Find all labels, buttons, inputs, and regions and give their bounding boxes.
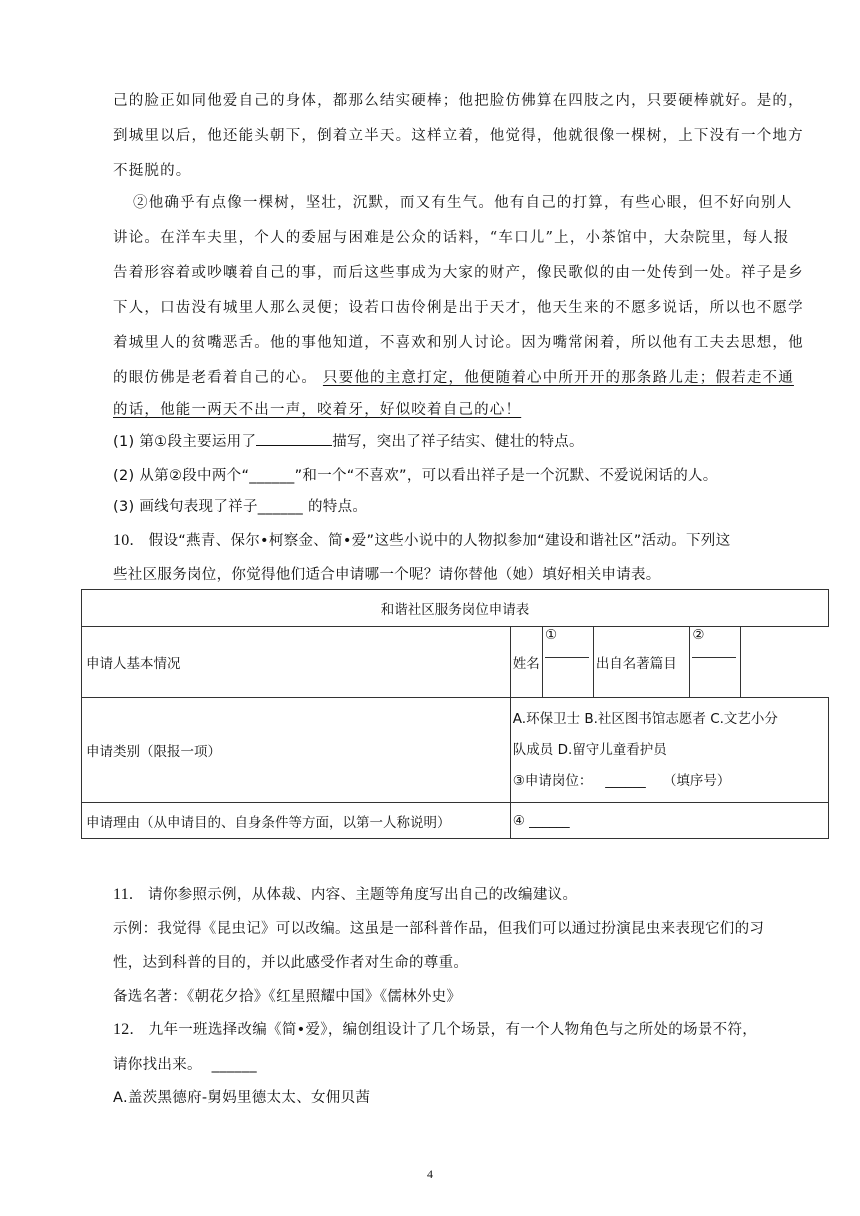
- basic-info-label: 申请人基本情况: [82, 627, 511, 698]
- position-label: ③申请岗位：: [512, 772, 593, 789]
- reason-label: 申请理由（从申请目的、自身条件等方面，以第一人称说明）: [82, 803, 511, 839]
- answer-blank[interactable]: ______: [605, 772, 646, 789]
- question-2: [113, 464, 718, 485]
- answer-blank[interactable]: ______: [211, 1057, 257, 1073]
- passage-line: 到城里以后，他还能头朝下，倒着立半天。这样立着，他觉得，他就很像一棵树，上下没有一个地方: [113, 128, 804, 144]
- example-line: 示例：我觉得《昆虫记》可以改编。这虽是一部科普作品，但我们可以通过扮演昆虫来表现它们的习: [113, 921, 765, 937]
- question-number: 11.: [113, 886, 134, 903]
- underlined-sentence: 的话，他能一两天不出一声，咬着牙，好似咬着自己的心！: [113, 402, 522, 418]
- answer-blank[interactable]: [545, 657, 589, 659]
- answer-blank[interactable]: [256, 430, 332, 446]
- page-number: 4: [427, 1167, 433, 1181]
- question-12: [113, 1018, 757, 1039]
- question-text: (2) 从第②段中两个“: [113, 468, 250, 484]
- reason-answer[interactable]: ④ ______: [510, 803, 828, 839]
- empty-cell: [741, 627, 829, 698]
- source-label: 出自名著篇目: [593, 627, 690, 698]
- answer-blank[interactable]: ______: [249, 468, 295, 484]
- question-text: 九年一班选择改编《简•爱》，编创组设计了几个场景，有一个人物角色与之所处的场景不符，: [148, 1022, 758, 1038]
- category-label: 申请类别（限报一项）: [82, 698, 511, 803]
- option-a: A.盖茨黑德府-舅妈里德太太、女佣贝茜: [113, 1090, 371, 1106]
- position-note: （填序号）: [662, 772, 731, 789]
- category-options: [510, 698, 828, 803]
- circle-2: ②: [692, 627, 705, 643]
- application-form: [81, 589, 829, 839]
- options-text: 队成员 D.留守儿童看护员: [512, 741, 667, 758]
- passage-line: 下人，口齿没有城里人那么灵便；设若口齿伶俐是出于天才，他天生来的不愿多说话，所以也不愿学: [113, 300, 804, 316]
- question-text: (1) 第①段主要运用了: [113, 434, 257, 450]
- passage-line: 告着形容着或吵嚷着自己的事，而后这些事成为大家的财产，像民歌似的由一处传到一处。祥子是乡: [113, 265, 804, 281]
- question-number: 12.: [113, 1021, 134, 1038]
- position-row: [513, 766, 824, 797]
- passage-line: 讲论。在洋车夫里，个人的委屈与困难是公众的话料，“车口儿”上，小茶馆中，大杂院里，每人报: [113, 230, 790, 246]
- example-line: 性，达到科普的目的，并以此感受作者对生命的尊重。: [113, 955, 469, 971]
- question-number: 10.: [113, 532, 134, 549]
- passage-line: 不挺脱的。: [113, 163, 192, 179]
- name-label: 姓名: [510, 627, 542, 698]
- question-text: (3) 画线句表现了祥子: [113, 499, 258, 515]
- question-text: ”和一个“不喜欢”，可以看出祥子是一个沉默、不爱说闲话的人。: [294, 468, 718, 484]
- question-text: 请你找出来。: [113, 1057, 202, 1073]
- question-1: [113, 430, 584, 451]
- question-text: 的特点。: [303, 499, 368, 515]
- question-3: [113, 495, 367, 516]
- answer-blank[interactable]: ______: [257, 499, 304, 515]
- name-answer-cell[interactable]: [542, 627, 593, 698]
- underlined-sentence: 只要他的主意打定，他便随着心中所开开的那条路儿走；假若走不通: [322, 370, 794, 386]
- question-text: 假设“燕青、保尔•柯察金、简•爱”这些小说中的人物拟参加“建设和谐社区”活动。下列这: [148, 533, 731, 549]
- form-title: 和谐社区服务岗位申请表: [82, 590, 829, 627]
- question-10-cont: 些社区服务岗位，你觉得他们适合申请哪一个呢？请你替他（她）填好相关申请表。: [113, 567, 661, 583]
- question-11: [113, 883, 577, 904]
- question-text: 请你参照示例，从体裁、内容、主题等角度写出自己的改编建议。: [148, 887, 578, 903]
- circle-1: ①: [544, 627, 558, 643]
- passage-line: ②他确乎有点像一棵树，坚壮，沉默，而又有生气。他有自己的打算，有些心眼，但不好向别人: [133, 195, 793, 211]
- question-12-cont: [113, 1053, 257, 1074]
- passage-line: 己的脸正如同他爱自己的身体，都那么结实硬棒；他把脸仿佛算在四肢之内，只要硬棒就好。是的，: [113, 93, 804, 109]
- passage-line: [113, 366, 794, 387]
- question-10: [113, 529, 730, 550]
- book-options: 备选名著：《朝花夕拾》《红星照耀中国》《儒林外史》: [113, 989, 462, 1005]
- answer-blank[interactable]: [692, 657, 736, 659]
- passage-text: 的眼仿佛是老看着自己的心。: [113, 370, 323, 386]
- question-text: 描写，突出了祥子结实、健壮的特点。: [332, 434, 584, 450]
- passage-line: 着城里人的贫嘴恶舌。他的事他知道，不喜欢和别人讨论。因为嘴常闲着，所以他有工夫去思想，他: [113, 335, 804, 351]
- source-answer-cell[interactable]: [690, 627, 741, 698]
- options-text: A.环保卫士 B.社区图书馆志愿者 C.文艺小分: [512, 710, 778, 727]
